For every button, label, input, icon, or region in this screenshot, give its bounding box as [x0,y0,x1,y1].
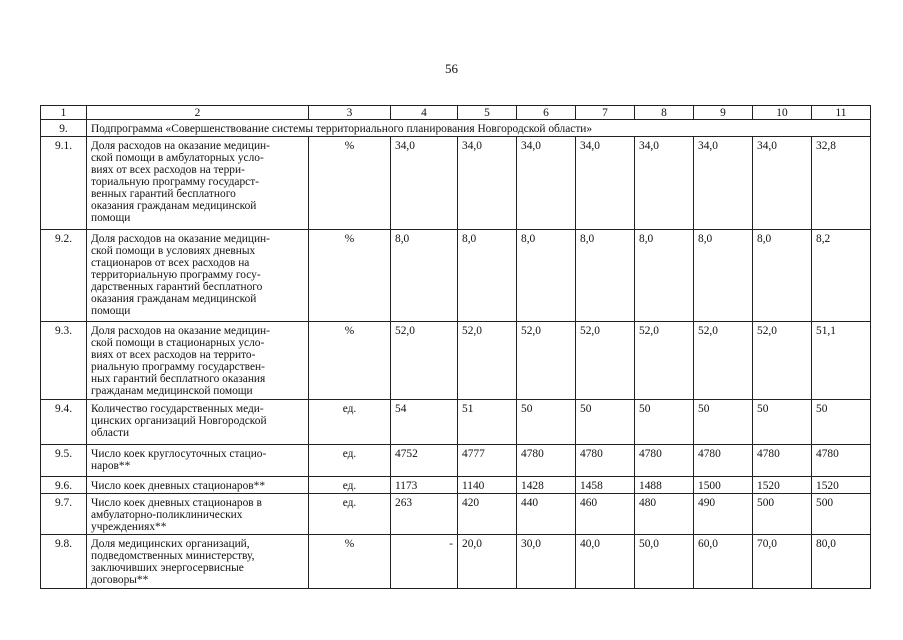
value-cell: 52,0 [635,322,694,400]
value-cell: 50 [517,400,576,445]
row-unit: ед. [309,445,391,477]
value-cell: 50 [812,400,871,445]
value-cell: 32,8 [812,137,871,230]
value-cell: 50 [635,400,694,445]
value-cell: 8,0 [517,230,576,322]
value-cell: 52,0 [517,322,576,400]
header-row [41,106,871,120]
row-unit: ед. [309,477,391,494]
description-line: ской помощи в условиях дневных [91,245,256,257]
description-line: Доля расходов на оказание медицин- [91,325,270,337]
value-cell: 8,0 [635,230,694,322]
value-cell: 1500 [694,477,753,494]
value-cell: 52,0 [458,322,517,400]
table-row [41,494,871,535]
value-cell: 420 [458,494,517,535]
description-line: ской помощи в амбулаторных усло- [91,152,264,164]
value-cell: 50,0 [635,535,694,589]
value-cell: 34,0 [576,137,635,230]
table-row [41,137,871,230]
value-cell: 8,0 [458,230,517,322]
description-line: Количество государственных меди- [91,403,264,415]
value-cell: 480 [635,494,694,535]
description-line: венных гарантий бесплатного [91,188,236,200]
description-line: заключивших энергосервисные [91,562,244,574]
value-cell: 8,0 [576,230,635,322]
value-cell: 1140 [458,477,517,494]
value-cell: 8,2 [812,230,871,322]
description-line: наров** [91,460,131,472]
description-line: Доля расходов на оказание медицин- [91,233,270,245]
header-cell: 1 [41,106,87,120]
value-cell: 54 [391,400,458,445]
description-line: риальную программу государствен- [91,361,265,373]
row-number: 9.8. [41,535,87,589]
header-cell: 5 [458,106,517,120]
row-number: 9.4. [41,400,87,445]
description-line: оказания гражданам медицинской [91,293,257,305]
value-cell: 8,0 [391,230,458,322]
value-cell: 8,0 [694,230,753,322]
description-line: договоры** [91,574,149,586]
description-line: области [91,427,130,439]
value-cell: 440 [517,494,576,535]
description-line: амбулаторно-поликлинических [91,509,243,521]
value-cell: 30,0 [517,535,576,589]
value-cell: 80,0 [812,535,871,589]
value-cell: 4752 [391,445,458,477]
value-cell: 60,0 [694,535,753,589]
table-row [41,230,871,322]
row-unit: ед. [309,400,391,445]
value-cell: 500 [812,494,871,535]
value-cell: 8,0 [753,230,812,322]
value-cell: 1458 [576,477,635,494]
description-line: оказания гражданам медицинской [91,200,257,212]
page-number: 56 [445,61,458,76]
value-cell: 1173 [391,477,458,494]
row-number: 9.1. [41,137,87,230]
section-title: Подпрограмма «Совершенствование системы территориального планирования Новгородской области» [87,120,871,137]
value-cell: 4780 [576,445,635,477]
header-cell: 11 [812,106,871,120]
header-cell: 8 [635,106,694,120]
value-cell: 52,0 [576,322,635,400]
description-line: Доля расходов на оказание медицин- [91,140,270,152]
header-cell: 7 [576,106,635,120]
row-unit: % [309,535,391,589]
row-unit: % [309,230,391,322]
description-line: ных гарантий бесплатного оказания [91,373,266,385]
description-line: ториальную программу государст- [91,176,259,188]
value-cell: 50 [753,400,812,445]
value-cell: 4780 [812,445,871,477]
value-cell: 4777 [458,445,517,477]
description-line: виях от всех расходов на терри- [91,164,245,176]
row-description [87,230,309,322]
description-line: Число коек дневных стационаров в [91,497,262,509]
value-cell: 4780 [753,445,812,477]
description-line: территориальную программу госу- [91,269,261,281]
row-unit: % [309,137,391,230]
row-description [87,477,309,494]
header-cell: 10 [753,106,812,120]
row-description [87,494,309,535]
value-cell: 34,0 [635,137,694,230]
description-line: стационаров от всех расходов на [91,257,250,269]
value-cell: 52,0 [391,322,458,400]
value-cell: 52,0 [753,322,812,400]
value-cell: 34,0 [753,137,812,230]
value-cell: 460 [576,494,635,535]
section-number: 9. [41,120,87,137]
description-line: подведомственных министерству, [91,550,255,562]
value-cell: 50 [694,400,753,445]
value-cell: 34,0 [517,137,576,230]
table-row [41,400,871,445]
row-unit: % [309,322,391,400]
value-cell: 51,1 [812,322,871,400]
value-cell: 500 [753,494,812,535]
value-cell: 34,0 [391,137,458,230]
description-line: гражданам медицинской помощи [91,385,253,397]
row-description [87,445,309,477]
row-number: 9.7. [41,494,87,535]
value-cell: 1520 [753,477,812,494]
header-cell: 2 [87,106,309,120]
indicators-table [40,105,871,589]
row-description [87,400,309,445]
description-line: Доля медицинских организаций, [91,538,250,550]
value-cell: 4780 [694,445,753,477]
table-row [41,322,871,400]
value-cell: 51 [458,400,517,445]
value-cell: 4780 [517,445,576,477]
description-line: ской помощи в стационарных усло- [91,337,265,349]
description-line: Число коек дневных стационаров** [91,480,266,492]
description-line: виях от всех расходов на террито- [91,349,256,361]
description-line: учреждениях** [91,521,167,533]
description-line: помощи [91,305,131,317]
row-number: 9.6. [41,477,87,494]
row-description [87,137,309,230]
row-description [87,535,309,589]
value-cell: 1488 [635,477,694,494]
header-cell: 4 [391,106,458,120]
section-row [41,120,871,137]
table-row [41,535,871,589]
value-cell: 70,0 [753,535,812,589]
value-cell: 20,0 [458,535,517,589]
description-line: Число коек круглосуточных стацио- [91,448,267,460]
header-cell: 3 [309,106,391,120]
table-row [41,477,871,494]
row-description [87,322,309,400]
value-cell: 4780 [635,445,694,477]
row-number: 9.3. [41,322,87,400]
value-cell: 34,0 [694,137,753,230]
header-cell: 9 [694,106,753,120]
value-cell: 50 [576,400,635,445]
value-cell: 490 [694,494,753,535]
value-cell: - [391,535,458,589]
row-number: 9.2. [41,230,87,322]
description-line: цинских организаций Новгородской [91,415,267,427]
value-cell: 1428 [517,477,576,494]
value-cell: 40,0 [576,535,635,589]
value-cell: 263 [391,494,458,535]
description-line: дарственных гарантий бесплатного [91,281,263,293]
description-line: помощи [91,212,131,224]
value-cell: 1520 [812,477,871,494]
value-cell: 34,0 [458,137,517,230]
row-number: 9.5. [41,445,87,477]
header-cell: 6 [517,106,576,120]
table-row [41,445,871,477]
value-cell: 52,0 [694,322,753,400]
row-unit: ед. [309,494,391,535]
